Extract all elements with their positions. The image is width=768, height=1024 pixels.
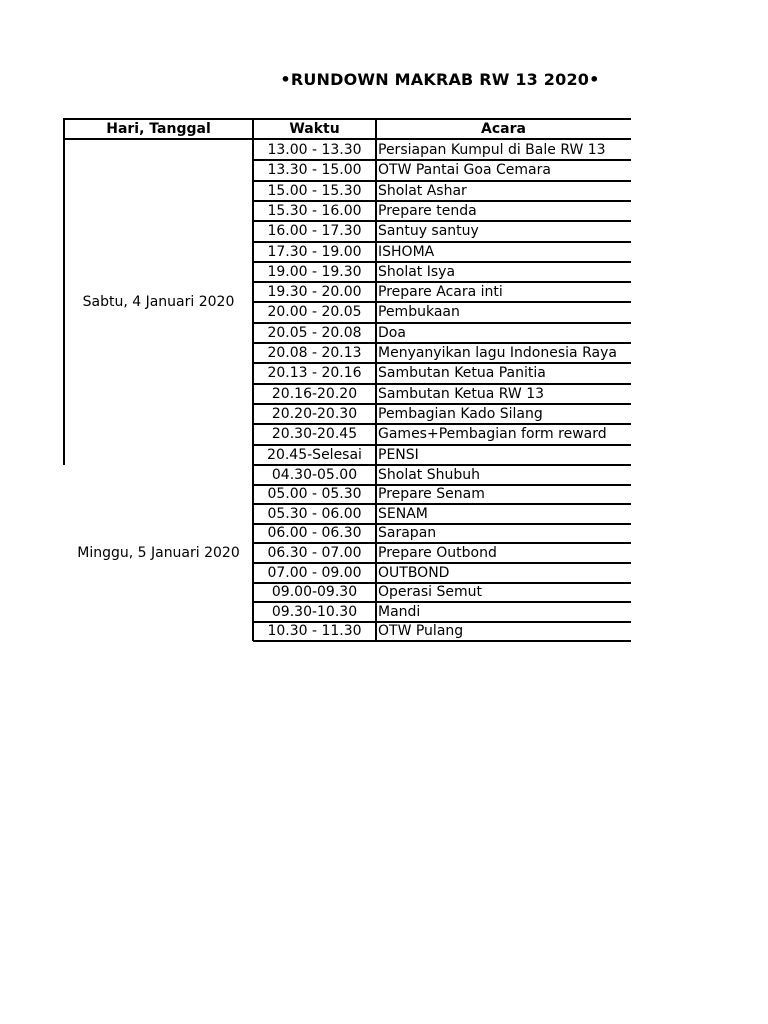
activity-cell: Sambutan Ketua RW 13 <box>378 386 545 402</box>
time-cell: 09.00-09.30 <box>271 584 358 600</box>
time-cell: 15.30 - 16.00 <box>267 203 362 219</box>
activity-cell: OUTBOND <box>378 565 450 581</box>
activity-cell: Menyanyikan lagu Indonesia Raya <box>378 345 617 361</box>
time-cell: 20.05 - 20.08 <box>267 325 362 341</box>
activity-cell: Mandi <box>378 604 421 620</box>
grid-line <box>375 140 377 641</box>
time-cell: 09.30-10.30 <box>271 604 358 620</box>
time-cell: 13.30 - 15.00 <box>267 162 362 178</box>
activity-cell: Prepare Acara inti <box>378 284 503 300</box>
activity-cell: OTW Pantai Goa Cemara <box>378 162 551 178</box>
day-cell: Sabtu, 4 Januari 2020 <box>82 294 235 310</box>
time-cell: 20.16-20.20 <box>271 386 358 402</box>
time-cell: 20.08 - 20.13 <box>267 345 362 361</box>
page-title: •RUNDOWN MAKRAB RW 13 2020• <box>280 70 600 89</box>
activity-cell: Prepare Outbond <box>378 545 497 561</box>
grid-line <box>63 140 65 465</box>
activity-cell: Sarapan <box>378 525 437 541</box>
time-cell: 06.30 - 07.00 <box>267 545 362 561</box>
grid-line <box>252 140 254 641</box>
day-cell: Minggu, 5 Januari 2020 <box>77 545 240 561</box>
activity-cell: Prepare tenda <box>378 203 477 219</box>
activity-cell: Sambutan Ketua Panitia <box>378 365 546 381</box>
activity-cell: ISHOMA <box>378 244 435 260</box>
time-cell: 19.30 - 20.00 <box>267 284 362 300</box>
activity-cell: Sholat Shubuh <box>378 467 480 483</box>
activity-cell: Doa <box>378 325 406 341</box>
activity-cell: Persiapan Kumpul di Bale RW 13 <box>378 142 606 158</box>
activity-cell: Santuy santuy <box>378 223 479 239</box>
grid-line <box>63 118 65 140</box>
activity-cell: Sholat Ashar <box>378 183 467 199</box>
time-cell: 20.30-20.45 <box>271 426 358 442</box>
activity-cell: PENSI <box>378 447 419 463</box>
grid-line <box>253 640 631 642</box>
header-time: Waktu <box>289 121 340 137</box>
time-cell: 20.20-20.30 <box>271 406 358 422</box>
header-day: Hari, Tanggal <box>106 121 211 137</box>
grid-line <box>63 118 631 120</box>
time-cell: 20.13 - 20.16 <box>267 365 362 381</box>
time-cell: 10.30 - 11.30 <box>267 623 362 639</box>
activity-cell: SENAM <box>378 506 428 522</box>
activity-cell: Sholat Isya <box>378 264 456 280</box>
time-cell: 20.00 - 20.05 <box>267 304 362 320</box>
grid-line <box>252 118 254 140</box>
activity-cell: Operasi Semut <box>378 584 482 600</box>
time-cell: 07.00 - 09.00 <box>267 565 362 581</box>
time-cell: 13.00 - 13.30 <box>267 142 362 158</box>
time-cell: 17.30 - 19.00 <box>267 244 362 260</box>
activity-cell: Pembagian Kado Silang <box>378 406 543 422</box>
time-cell: 04.30-05.00 <box>271 467 358 483</box>
header-activity: Acara <box>481 121 526 137</box>
time-cell: 16.00 - 17.30 <box>267 223 362 239</box>
time-cell: 20.45-Selesai <box>267 447 362 463</box>
activity-cell: Prepare Senam <box>378 486 485 502</box>
time-cell: 05.00 - 05.30 <box>267 486 362 502</box>
time-cell: 19.00 - 19.30 <box>267 264 362 280</box>
activity-cell: Pembukaan <box>378 304 460 320</box>
time-cell: 06.00 - 06.30 <box>267 525 362 541</box>
grid-line <box>375 118 377 140</box>
time-cell: 15.00 - 15.30 <box>267 183 362 199</box>
activity-cell: OTW Pulang <box>378 623 464 639</box>
activity-cell: Games+Pembagian form reward <box>378 426 607 442</box>
time-cell: 05.30 - 06.00 <box>267 506 362 522</box>
